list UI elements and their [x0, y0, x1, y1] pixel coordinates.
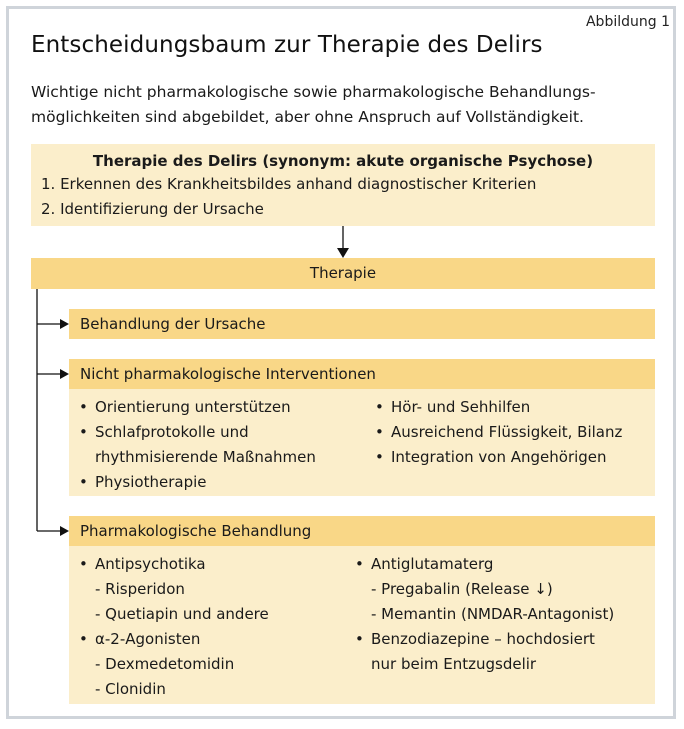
list-item-continuation: rhythmisierende Maßnahmen: [95, 448, 316, 466]
list-item-continuation: nur beim Entzugsdelir: [371, 655, 537, 673]
subtitle-line-1: Wichtige nicht pharmakologische sowie pharmakologische Behandlungs-: [31, 83, 596, 101]
list-item: • Benzodiazepine – hochdosiert: [355, 630, 595, 648]
page-title: Entscheidungsbaum zur Therapie des Delirs: [31, 32, 543, 58]
sub-item: - Pregabalin (Release ↓): [371, 580, 553, 598]
list-item: • α-2-Agonisten: [79, 630, 201, 648]
list-item: • Integration von Angehörigen: [375, 448, 607, 466]
list-item: • Schlafprotokolle und: [79, 423, 249, 441]
list-item: • Orientierung unterstützen: [79, 398, 291, 416]
nonpharm-panel: [69, 389, 655, 496]
pharm-right-column: [355, 552, 614, 677]
list-item: • Antipsychotika: [79, 555, 206, 573]
list-item: • Ausreichend Flüssigkeit, Bilanz: [375, 423, 623, 441]
sub-item: - Clonidin: [95, 680, 166, 698]
pharm-node: Pharmakologische Behandlung: [69, 516, 655, 546]
branch-arrow-cause: [60, 319, 69, 329]
sub-item: - Dexmedetomidin: [95, 655, 235, 673]
overview-step-2: 2. Identifizierung der Ursache: [41, 200, 264, 218]
sub-item: - Risperidon: [95, 580, 185, 598]
figure-label: Abbildung 1: [585, 14, 670, 30]
branch-arrow-nonpharm: [60, 369, 69, 379]
nonpharm-node: Nicht pharmakologische Interventionen: [69, 359, 655, 389]
subtitle-line-2: möglichkeiten sind abgebildet, aber ohne Anspruch auf Vollständigkeit.: [31, 108, 584, 126]
pharm-left-column: [79, 552, 269, 702]
branch-arrow-pharm: [60, 526, 69, 536]
overview-step-1: 1. Erkennen des Krankheitsbildes anhand diagnostischer Kriterien: [41, 175, 537, 193]
list-item: • Antiglutamaterg: [355, 555, 494, 573]
cause-treatment-node: Behandlung der Ursache: [69, 309, 655, 339]
therapy-node: Therapie: [31, 258, 655, 289]
list-item: • Physiotherapie: [79, 473, 207, 491]
sub-item: - Memantin (NMDAR-Antagonist): [371, 605, 615, 623]
sub-item: - Quetiapin und andere: [95, 605, 269, 623]
nonpharm-left-column: [79, 395, 316, 495]
overview-heading: Therapie des Delirs (synonym: akute organische Psychose): [92, 152, 594, 170]
list-item: • Hör- und Sehhilfen: [375, 398, 531, 416]
arrow-down-head: [337, 248, 349, 258]
pharm-panel: [69, 546, 655, 704]
nonpharm-right-column: [375, 395, 622, 470]
